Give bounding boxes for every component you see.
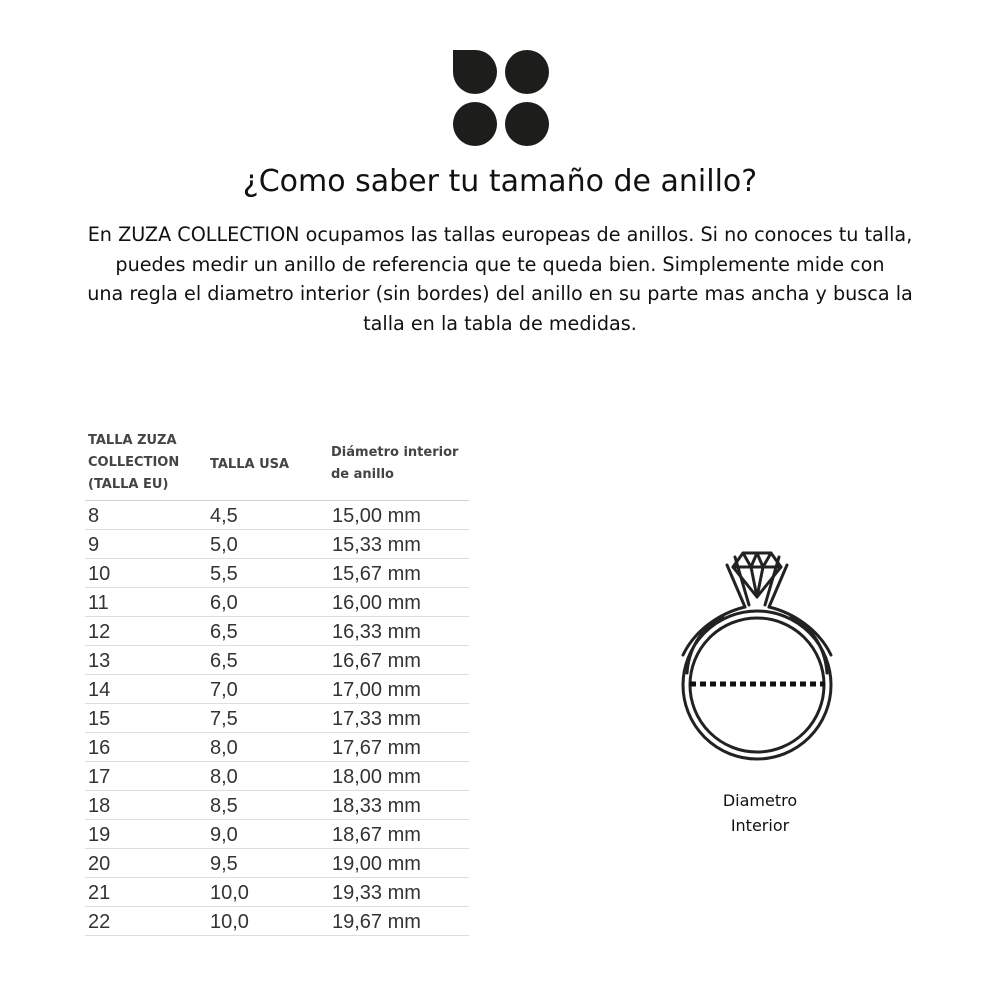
eu-size-cell: 18 bbox=[88, 795, 111, 817]
diameter-cell: 19,33 mm bbox=[332, 882, 421, 904]
intro-line: talla en la tabla de medidas. bbox=[363, 311, 637, 335]
usa-size-cell: 9,5 bbox=[210, 853, 238, 875]
usa-size-cell: 7,5 bbox=[210, 708, 238, 730]
usa-size-cell: 5,0 bbox=[210, 534, 238, 556]
size-table-row bbox=[85, 907, 469, 936]
diameter-cell: 19,00 mm bbox=[332, 853, 421, 875]
diameter-cell: 16,67 mm bbox=[332, 650, 421, 672]
usa-size-cell: 8,0 bbox=[210, 737, 238, 759]
size-table-row bbox=[85, 878, 469, 907]
eu-size-cell: 14 bbox=[88, 679, 111, 701]
usa-size-cell: 8,5 bbox=[210, 795, 238, 817]
usa-size-cell: 6,5 bbox=[210, 621, 238, 643]
diameter-cell: 17,67 mm bbox=[332, 737, 421, 759]
size-table-body bbox=[85, 501, 469, 936]
eu-size-cell: 12 bbox=[88, 621, 111, 643]
intro-line: puedes medir un anillo de referencia que te queda bien. Simplemente mide con bbox=[115, 252, 885, 276]
eu-size-cell: 9 bbox=[88, 534, 100, 556]
diameter-cell: 16,00 mm bbox=[332, 592, 421, 614]
ring-diameter-icon bbox=[665, 545, 850, 780]
eu-size-cell: 13 bbox=[88, 650, 111, 672]
eu-size-cell: 20 bbox=[88, 853, 111, 875]
size-table-row bbox=[85, 849, 469, 878]
size-table-header bbox=[85, 430, 469, 501]
eu-size-cell: 11 bbox=[88, 592, 109, 614]
size-table-row bbox=[85, 559, 469, 588]
usa-size-cell: 10,0 bbox=[210, 882, 249, 904]
ring-diameter-caption: Diametro Interior bbox=[722, 791, 798, 835]
size-table-row bbox=[85, 704, 469, 733]
intro-text bbox=[50, 220, 950, 338]
diameter-cell: 16,33 mm bbox=[332, 621, 421, 643]
usa-size-cell: 9,0 bbox=[210, 824, 238, 846]
size-table-row bbox=[85, 530, 469, 559]
header-inner-diameter: Diámetro interior de anillo bbox=[331, 445, 459, 482]
diameter-cell: 17,33 mm bbox=[332, 708, 421, 730]
diameter-cell: 15,00 mm bbox=[332, 505, 421, 527]
size-table bbox=[85, 430, 469, 936]
diameter-cell: 19,67 mm bbox=[332, 911, 421, 933]
eu-size-cell: 16 bbox=[88, 737, 111, 759]
usa-size-cell: 6,0 bbox=[210, 592, 238, 614]
size-table-row bbox=[85, 791, 469, 820]
diameter-cell: 18,00 mm bbox=[332, 766, 421, 788]
eu-size-cell: 19 bbox=[88, 824, 111, 846]
size-table-row bbox=[85, 733, 469, 762]
eu-size-cell: 21 bbox=[88, 882, 111, 904]
eu-size-cell: 22 bbox=[88, 911, 111, 933]
size-table-row bbox=[85, 762, 469, 791]
header-usa-size: TALLA USA bbox=[210, 457, 290, 472]
diameter-cell: 15,33 mm bbox=[332, 534, 421, 556]
usa-size-cell: 7,0 bbox=[210, 679, 238, 701]
diameter-cell: 18,33 mm bbox=[332, 795, 421, 817]
eu-size-cell: 10 bbox=[88, 563, 111, 585]
usa-size-cell: 6,5 bbox=[210, 650, 238, 672]
eu-size-cell: 17 bbox=[88, 766, 111, 788]
header-eu-size: TALLA ZUZA COLLECTION (TALLA EU) bbox=[88, 433, 180, 492]
logo-dot-top-left bbox=[453, 50, 497, 94]
size-table-row bbox=[85, 501, 469, 530]
size-table-row bbox=[85, 646, 469, 675]
size-table-row bbox=[85, 675, 469, 704]
diameter-cell: 17,00 mm bbox=[332, 679, 421, 701]
size-table-row bbox=[85, 617, 469, 646]
usa-size-cell: 5,5 bbox=[210, 563, 238, 585]
usa-size-cell: 8,0 bbox=[210, 766, 238, 788]
logo-dot-bottom-left bbox=[453, 102, 497, 146]
eu-size-cell: 15 bbox=[88, 708, 111, 730]
intro-line: una regla el diametro interior (sin bordes) del anillo en su parte mas ancha y busca la bbox=[87, 282, 913, 305]
eu-size-cell: 8 bbox=[88, 505, 100, 527]
size-table-row bbox=[85, 588, 469, 617]
logo-dot-top-right bbox=[505, 50, 549, 94]
diameter-cell: 18,67 mm bbox=[332, 824, 421, 846]
usa-size-cell: 4,5 bbox=[210, 505, 238, 527]
logo-dot-bottom-right bbox=[505, 102, 549, 146]
intro-line: En ZUZA COLLECTION ocupamos las tallas europeas de anillos. Si no conoces tu talla, bbox=[87, 223, 913, 246]
size-table-row bbox=[85, 820, 469, 849]
usa-size-cell: 10,0 bbox=[210, 911, 249, 933]
diameter-cell: 15,67 mm bbox=[332, 563, 421, 585]
page-title: ¿Como saber tu tamaño de anillo? bbox=[242, 164, 758, 199]
ring-prongs bbox=[727, 557, 787, 607]
brand-logo-icon bbox=[453, 50, 549, 146]
